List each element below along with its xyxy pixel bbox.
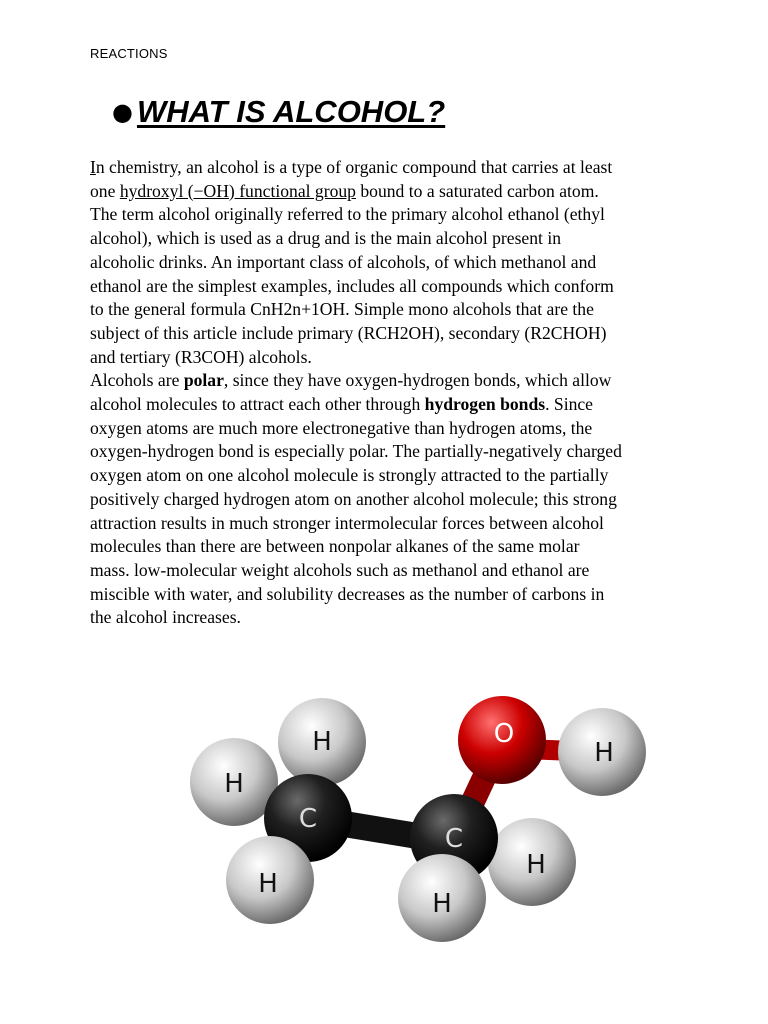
atom-h-bottom-left: [226, 836, 314, 924]
text-line: alcoholic drinks. An important class of alcohols, of which methanol and: [90, 251, 597, 272]
text-line: [90, 180, 690, 204]
svg-text:H: H: [224, 769, 244, 799]
atom-oxygen: [458, 696, 546, 784]
text-line: molecules than there are between nonpolar alkanes of the same molar: [90, 536, 580, 557]
atom-h-right-bottom: [488, 818, 576, 906]
text-line: oxygen-hydrogen bond is especially polar. The partially-negatively charged: [90, 441, 622, 462]
svg-text:H: H: [312, 727, 332, 757]
text-line: alcohol), which is used as a drug and is the main alcohol present in: [90, 228, 562, 249]
svg-text:H: H: [258, 869, 278, 899]
atom-h-bottom-mid: [398, 854, 486, 942]
text-line: oxygen atom on one alcohol molecule is strongly attracted to the partially: [90, 465, 609, 486]
text-line: [90, 393, 690, 417]
text-line: [90, 156, 690, 180]
svg-text:H: H: [432, 889, 452, 919]
text-line: mass. low-molecular weight alcohols such as methanol and ethanol are: [90, 559, 590, 580]
text-line: and tertiary (R3COH) alcohols.: [90, 346, 312, 367]
page-title: WHAT IS ALCOHOL?: [136, 94, 446, 129]
svg-text:C: C: [444, 824, 464, 854]
drop-letter: I: [90, 157, 96, 177]
text-line: attraction results in much stronger intermolecular forces between alcohol: [90, 512, 604, 533]
atom-h-top: [278, 698, 366, 786]
text-segment: , since they have oxygen-hydrogen bonds, which allow: [223, 370, 612, 391]
svg-text:C: C: [298, 804, 318, 834]
atom-h-oh: [558, 708, 646, 796]
text-line: subject of this article include primary (RCH2OH), secondary (R2CHOH): [90, 322, 607, 343]
text-segment: Alcohols are: [90, 370, 184, 391]
bold-term-hydrogen-bonds: hydrogen bonds: [424, 394, 546, 415]
body-text: [90, 156, 690, 630]
text-line: oxygen atoms are much more electronegative than hydrogen atoms, the: [90, 417, 593, 438]
ethanol-molecule-diagram: [180, 690, 660, 960]
bullet-icon: ●: [112, 97, 133, 126]
text-line: ethanol are the simplest examples, includes all compounds which conform: [90, 275, 614, 296]
text-segment: n chemistry, an alcohol is a type of organic compound that carries at least: [95, 157, 613, 177]
text-line: The term alcohol originally referred to the primary alcohol ethanol (ethyl: [90, 204, 605, 225]
text-line: to the general formula CnH2n+1OH. Simple mono alcohols that are the: [90, 299, 594, 320]
text-line: the alcohol increases.: [90, 607, 241, 628]
svg-text:O: O: [493, 719, 515, 749]
text-line: positively charged hydrogen atom on another alcohol molecule; this strong: [90, 488, 617, 509]
bold-term-polar: polar: [183, 370, 224, 391]
svg-text:H: H: [594, 738, 614, 768]
hydroxyl-link[interactable]: hydroxyl (−OH) functional group: [119, 180, 356, 201]
title-row: [112, 94, 445, 130]
text-segment: . Since: [545, 394, 593, 415]
text-segment: alcohol molecules to attract each other through: [90, 394, 425, 415]
text-line: [90, 369, 690, 393]
page-header: REACTIONS: [90, 46, 168, 61]
text-line: miscible with water, and solubility decreases as the number of carbons in: [90, 583, 605, 604]
text-segment: bound to a saturated carbon atom.: [355, 180, 599, 201]
svg-text:H: H: [526, 850, 546, 880]
text-segment: one: [90, 180, 120, 201]
